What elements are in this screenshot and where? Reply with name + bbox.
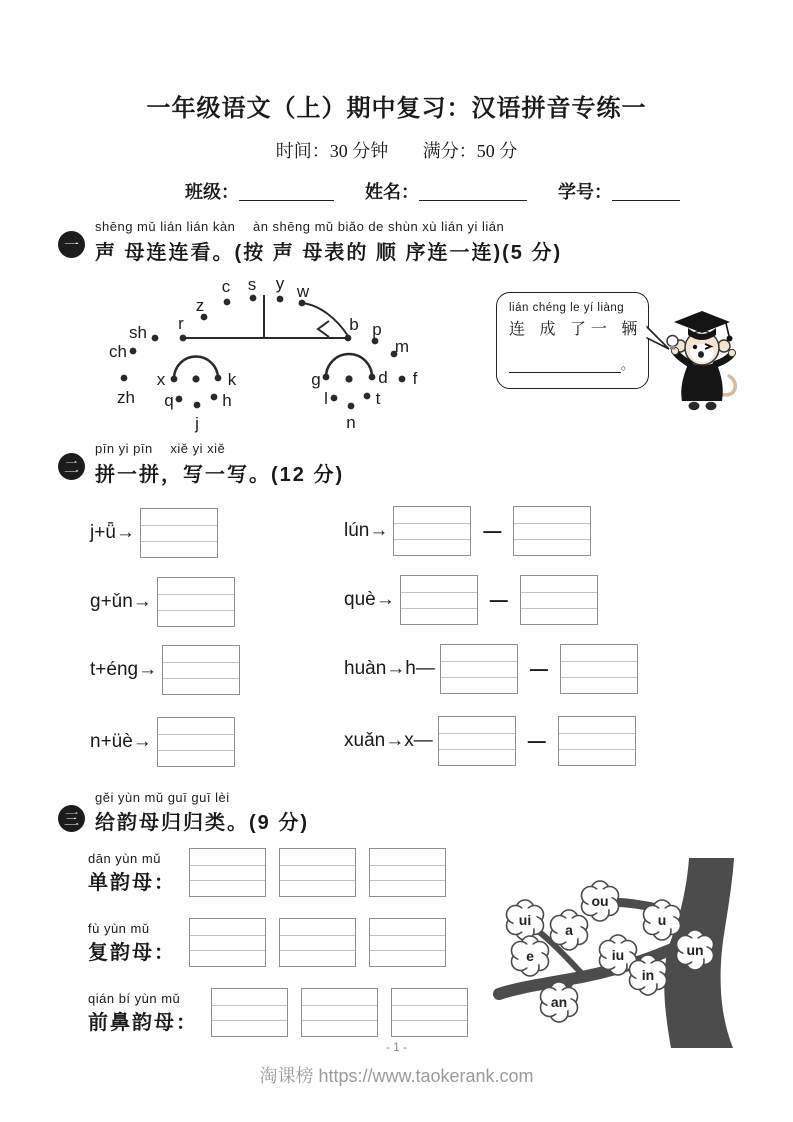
vowel-category-row: [88, 988, 468, 1037]
svg-text:ch: ch: [109, 342, 127, 361]
pinyin-writing-box[interactable]: [189, 918, 266, 967]
tree-illustration: [493, 858, 735, 1048]
spell-label: n+üè→: [90, 731, 152, 752]
section2-header: [58, 438, 344, 487]
spell-label: t+éng→: [90, 659, 158, 680]
pinyin-writing-box[interactable]: [558, 716, 636, 766]
svg-text:g: g: [311, 370, 321, 389]
vowel-category-row: [88, 848, 446, 897]
pinyin-writing-box[interactable]: [157, 717, 235, 767]
svg-text:m: m: [394, 337, 410, 356]
class-label: 班级：: [185, 182, 239, 202]
svg-text:y: y: [275, 274, 285, 293]
pinyin-writing-box[interactable]: [513, 506, 591, 556]
split-item-row: [344, 506, 591, 556]
pinyin-writing-box[interactable]: [211, 988, 288, 1037]
svg-text:s: s: [247, 275, 257, 294]
full-score: 满分：50 分: [422, 141, 518, 161]
svg-text:a: a: [565, 922, 573, 938]
svg-text:n: n: [346, 413, 356, 432]
time-limit: 时间：30 分钟: [275, 141, 389, 161]
vowel-category-row: [88, 918, 446, 967]
pinyin-writing-box[interactable]: [560, 644, 638, 694]
split-item-row: [344, 575, 598, 625]
w-to-b-curve: [302, 303, 348, 336]
pinyin-writing-box[interactable]: [162, 645, 240, 695]
bubble-answer-blank[interactable]: [509, 358, 621, 373]
spell-item-row: [90, 645, 240, 695]
page-title: 一年级语文（上）期中复习：汉语拼音专练一: [146, 95, 647, 122]
section1-pinyin: shēng mǔ lián lián kàn àn shēng mǔ biǎo de shùn xù lián yi lián: [95, 219, 505, 234]
svg-text:zh: zh: [117, 388, 135, 407]
svg-text:un: un: [686, 942, 704, 958]
pinyin-writing-box[interactable]: [279, 918, 356, 967]
meta-line: [0, 137, 793, 163]
student-id-blank[interactable]: [612, 183, 680, 201]
spell-label: g+ǔn→: [90, 591, 152, 612]
monkey-tail: [721, 376, 735, 395]
arrow-head-icon: [318, 321, 329, 337]
svg-text:x: x: [156, 370, 166, 389]
svg-text:z: z: [195, 296, 205, 315]
svg-text:b: b: [349, 315, 359, 334]
pinyin-writing-box[interactable]: [400, 575, 478, 625]
section2-badge: 二: [58, 453, 85, 480]
section1-header: [58, 216, 562, 265]
section3-pinyin: gěi yùn mǔ guī guī lèi: [95, 790, 230, 805]
student-id-label: 学号：: [558, 182, 613, 202]
flower: [677, 930, 714, 970]
pinyin-writing-box[interactable]: [369, 848, 446, 897]
svg-text:ou: ou: [591, 893, 609, 909]
svg-text:j: j: [195, 414, 199, 433]
split-item-row: [344, 644, 638, 694]
class-blank[interactable]: [239, 183, 334, 201]
section3-header: [58, 790, 309, 835]
split-item-row: [344, 716, 636, 766]
pinyin-writing-box[interactable]: [189, 848, 266, 897]
name-blank[interactable]: [419, 183, 527, 201]
pinyin-writing-box[interactable]: [157, 577, 235, 627]
svg-text:f: f: [412, 369, 418, 388]
spell-item-row: [90, 508, 218, 558]
lightbulb-icon: [667, 336, 678, 347]
pinyin-writing-box[interactable]: [369, 918, 446, 967]
spell-label: j+ǖ→: [90, 522, 135, 543]
pinyin-writing-box[interactable]: [393, 506, 471, 556]
section2-title: 拼一拼，写一写。(12 分): [95, 464, 345, 486]
pinyin-writing-box[interactable]: [140, 508, 218, 558]
name-label: 姓名：: [365, 182, 420, 202]
svg-text:c: c: [221, 277, 231, 296]
svg-text:e: e: [526, 948, 534, 964]
svg-text:d: d: [378, 368, 388, 387]
row-pinyin: qián bí yùn mǔ: [88, 990, 181, 1006]
flower: [541, 982, 578, 1022]
row-label: 前鼻韵母：: [88, 1011, 198, 1034]
row-label: 复韵母：: [88, 941, 176, 964]
split-label: lún→: [344, 520, 389, 541]
svg-text:h: h: [222, 391, 232, 410]
bubble-pinyin: lián chéng le yí liàng: [509, 302, 625, 314]
graduation-gown: [681, 362, 722, 401]
spell-item-row: [90, 577, 235, 627]
split-label: què→: [344, 589, 395, 610]
bubble-period: 。: [621, 357, 635, 372]
connector-dash: —: [527, 730, 546, 751]
svg-text:k: k: [227, 370, 237, 389]
spell-item-row: [90, 717, 235, 767]
connect-dots-diagram[interactable]: [80, 272, 500, 442]
split-label: xuǎn→x—: [344, 730, 433, 751]
row-pinyin: dān yùn mǔ: [88, 850, 161, 866]
svg-text:ui: ui: [518, 912, 532, 928]
connector-dash: —: [529, 658, 548, 679]
svg-text:p: p: [372, 320, 382, 339]
section2-pinyin: pīn yi pīn xiě yi xiě: [95, 441, 226, 456]
page-number: - 1 -: [385, 1040, 408, 1054]
svg-text:t: t: [375, 389, 381, 408]
pinyin-writing-box[interactable]: [301, 988, 378, 1037]
speech-bubble: [496, 292, 649, 389]
row-label: 单韵母：: [88, 871, 176, 894]
watermark: 淘课榜 https://www.taokerank.com: [259, 1066, 534, 1086]
flower: [582, 881, 619, 921]
svg-text:u: u: [657, 912, 667, 928]
pinyin-writing-box[interactable]: [438, 716, 516, 766]
section1-badge: 一: [58, 231, 85, 258]
row-pinyin: fù yùn mǔ: [88, 920, 150, 936]
graduation-cap-icon: [674, 311, 730, 333]
section3-badge: 三: [58, 805, 85, 832]
pinyin-writing-box[interactable]: [440, 644, 518, 694]
monkey-mascot-illustration: [664, 306, 742, 420]
flower: [507, 900, 544, 940]
bubble-hanzi: 连 成 了一 辆: [509, 321, 643, 338]
flower: [551, 910, 588, 950]
svg-text:in: in: [641, 967, 655, 983]
flower: [644, 900, 681, 940]
section1-title: 声 母连连看。(按 声 母表的 顺 序连一连)(5 分): [95, 242, 563, 264]
right-wheel-arc: [326, 354, 372, 377]
section3-title: 给韵母归归类。(9 分): [95, 812, 309, 834]
connector-dash: —: [489, 589, 508, 610]
split-label: huàn→h—: [344, 658, 435, 679]
flower: [512, 936, 549, 976]
svg-text:r: r: [178, 314, 184, 333]
svg-text:iu: iu: [611, 947, 625, 963]
pinyin-writing-box[interactable]: [391, 988, 468, 1037]
pinyin-writing-box[interactable]: [520, 575, 598, 625]
svg-text:l: l: [324, 389, 328, 408]
svg-text:q: q: [164, 391, 174, 410]
svg-text:sh: sh: [129, 323, 147, 342]
pinyin-writing-box[interactable]: [279, 848, 356, 897]
connector-dash: —: [483, 520, 502, 541]
svg-text:an: an: [550, 994, 568, 1010]
flower: [630, 955, 667, 995]
svg-text:w: w: [296, 282, 310, 301]
student-fields: [185, 178, 706, 204]
